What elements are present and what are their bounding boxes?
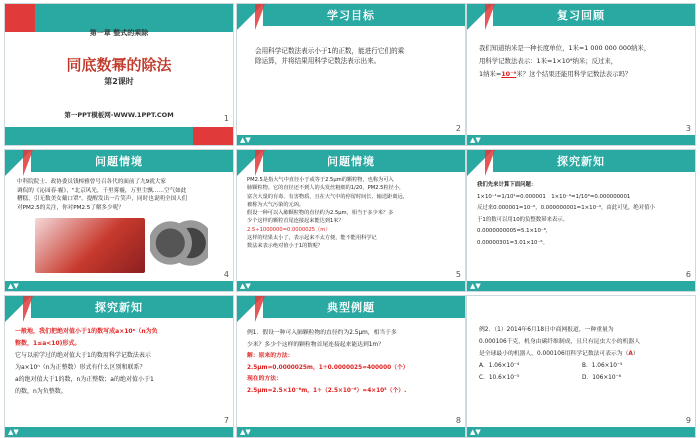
slide-7-thumbnail[interactable] [4, 295, 234, 438]
text-line: 1纳米= [479, 70, 502, 78]
option-d: D．106×10⁻⁶ [582, 375, 621, 381]
red-solution: 解：原来的方法： [247, 353, 294, 359]
close-paren: ） [632, 351, 639, 357]
slide-number: 1 [223, 114, 229, 123]
slide-header [237, 150, 465, 176]
text-line: 用科学记数法表示：1米=1×10⁹纳米；反过来， [479, 57, 618, 65]
text-line: 数法来表示绝对值小于1的数呢？ [247, 243, 323, 250]
slide-4-thumbnail[interactable] [4, 149, 234, 292]
text-line: 少个这样的颗粒首尾连接起来能达到1米？ [247, 218, 344, 225]
option-c: C．10.6×10⁻⁵ [479, 375, 520, 381]
slide-header [5, 150, 233, 176]
blood-vessel-image [35, 218, 145, 273]
slide-footer [237, 135, 465, 145]
text-line: 会用科学记数法表示小于1的正数，能进行它们的乘 [255, 47, 405, 55]
text-line: 它与以前学过的绝对值大于1的数用科学记数法表示 [15, 352, 151, 359]
text-line: 0.0000000005=5.1×10⁻⁶， [477, 228, 552, 234]
slide-title: 典型例题 [327, 301, 375, 314]
slide-5-thumbnail[interactable] [236, 149, 466, 292]
slide-header [467, 4, 695, 30]
slide-title: 问题情境 [95, 155, 143, 168]
slide-3-thumbnail[interactable] [466, 3, 696, 146]
footer-logo-icon: ▲▼ [470, 282, 481, 290]
footer-logo-icon: ▲▼ [240, 428, 251, 436]
footer-logo-icon: ▲▼ [470, 136, 481, 144]
text-line: 中科院院士、政协委员钱樟雅曾号召各代的面前了九9就大家 [17, 179, 166, 185]
slide-number: 9 [685, 416, 691, 425]
bottom-red-band [193, 127, 233, 145]
red-solution: 2.5μm=0.0000025m，1÷0.0000025=400000（个） [247, 364, 409, 371]
text-line: 例1．假设一种可入肺颗粒物的直径约为2.5μm，相当于多 [247, 330, 397, 336]
slide-number: 7 [223, 416, 229, 425]
lesson-title: 同底数幂的除法 [66, 56, 172, 74]
red-solution: 2.5μm=2.5×10⁻⁶m，1÷（2.5×10⁻⁶）=4×10⁵（个）. [247, 387, 407, 394]
text-line: 肺颗粒物。它的直径还不到人的头发丝粗细的1/20，PM2.5粒径小， [247, 185, 405, 192]
text-line: 我们先来计算下面问题： [477, 182, 537, 188]
red-solution: 现在的方法： [247, 376, 282, 382]
slide-title: 问题情境 [327, 155, 375, 168]
slide-header [467, 150, 695, 176]
slide-footer [5, 427, 233, 437]
text-line: 被称为大气污染的元凶。 [247, 201, 305, 208]
slide-footer [467, 281, 695, 291]
text-line-tail: 米？这个结果还能用科学记数法表示吗？ [516, 70, 632, 78]
text-line: 0.00000301=3.01×10⁻⁶。 [477, 239, 548, 246]
slide-header [237, 4, 465, 30]
option-b: B．1.06×10⁻⁵ [582, 363, 623, 369]
slide-title: 探究新知 [95, 301, 143, 314]
text-line: 为a×10ⁿ（n为正整数）形式有什么区别和联系？ [15, 364, 146, 371]
text-line: 例2．（1）2014年6月18日中商网报道，一种重量为 [479, 327, 614, 333]
lungs-image [150, 214, 208, 272]
slide-header [5, 296, 233, 322]
footer-logo-icon: ▲▼ [240, 136, 251, 144]
text-line: 假设一种可以入肺颗粒物的直径约为2.5μm，相当于多少米？多 [247, 210, 394, 217]
slide-footer [5, 281, 233, 291]
slide-1-thumbnail[interactable] [4, 3, 234, 146]
text-line: 于1的数可以用10的负整数幂来表示。 [477, 216, 569, 223]
site-label: 第一PPT模板网-WWW.1PPT.COM [64, 111, 174, 119]
text-line: 除运算，并将结果用科学记数法表示出来。 [255, 57, 381, 65]
slide-9-thumbnail[interactable] [466, 295, 696, 438]
slide-header [237, 296, 465, 322]
slide-footer [237, 427, 465, 437]
text-line: a的绝对值大于1的数，n为正整数；a的绝对值小于1 [15, 376, 154, 383]
slide-number: 3 [685, 124, 691, 133]
slide-title: 复习回顾 [557, 9, 605, 22]
text-line: PM2.5是指大气中直径小于或等于2.5μm的颗粒物，也称为可入 [247, 177, 394, 183]
text-line: 0.000106千克，机身由碳纤维制成，且只有昆虫大小的机器人 [479, 339, 640, 345]
slide-footer [467, 135, 695, 145]
slide-title: 学习目标 [327, 9, 375, 22]
slide-2-thumbnail[interactable] [236, 3, 466, 146]
text-line: 1×10⁻¹=1/10¹=0.000001 1×10⁻⁹=1/10⁹=0.000000001 [477, 193, 631, 200]
slide-number: 8 [455, 416, 461, 425]
text-line: 是全球最小的机器人，0.000106用科学记数法可表示为（ [479, 351, 629, 357]
footer-logo-icon: ▲▼ [240, 282, 251, 290]
slide-number: 4 [223, 270, 229, 279]
text-line: 糟糕，引无数美女戴口罩"。提醒发出一片笑声，同时也说明全国人们 [17, 196, 188, 202]
red-definition: 整数，1≤a<10)形式。 [15, 340, 81, 347]
red-answer: 2.5÷1000000=0.0000025（m） [247, 226, 331, 233]
slide-8-thumbnail[interactable] [236, 295, 466, 438]
slide-title: 探究新知 [557, 155, 605, 168]
slide-footer [237, 281, 465, 291]
text-line: 的数，n为负整数。 [15, 388, 67, 395]
text-line: 少米？多少个这样的颗粒物首尾连接起来能达到1m？ [247, 341, 384, 348]
text-line: 我们知道纳米是一种长度单位，1米=1 000 000 000纳米， [479, 44, 651, 52]
chapter-label: 第一章 整式的乘除 [89, 29, 149, 37]
slide-6-thumbnail[interactable] [466, 149, 696, 292]
slide-number: 6 [685, 270, 691, 279]
footer-logo-icon: ▲▼ [470, 428, 481, 436]
text-line: 调侃的《沁园春·霾》，"北京风光，千里雾霾，万里尘飘……空气如此 [17, 187, 187, 194]
red-definition: 一般地，我们把绝对值小于1的数写成a×10ⁿ（n为负 [15, 328, 158, 335]
slide-number: 5 [455, 270, 461, 279]
footer-logo-icon: ▲▼ [8, 428, 19, 436]
lesson-subtitle: 第2课时 [104, 77, 134, 86]
text-line: 反过来0.000001=10⁻⁶，0.000000001=1×10⁻⁹，由此可见，绝对值小 [477, 205, 655, 211]
slide-number: 2 [455, 124, 461, 133]
answer-choice: A [628, 351, 633, 357]
option-a: A．1.06×10⁻⁴ [479, 363, 520, 369]
text-line: 富含大量的有毒、有害物质，且在大气中的停留时间长、输送距离远， [247, 193, 408, 200]
answer-blank: 10⁻⁹ [501, 70, 517, 78]
slide-footer [467, 427, 695, 437]
footer-logo-icon: ▲▼ [8, 282, 19, 290]
text-line: 对PM2.5的关注，你对PM2.5了解多少呢？ [17, 204, 124, 211]
text-line: 这样的结果太小了，表示起来不太方便，能不能用科学记 [247, 235, 377, 242]
